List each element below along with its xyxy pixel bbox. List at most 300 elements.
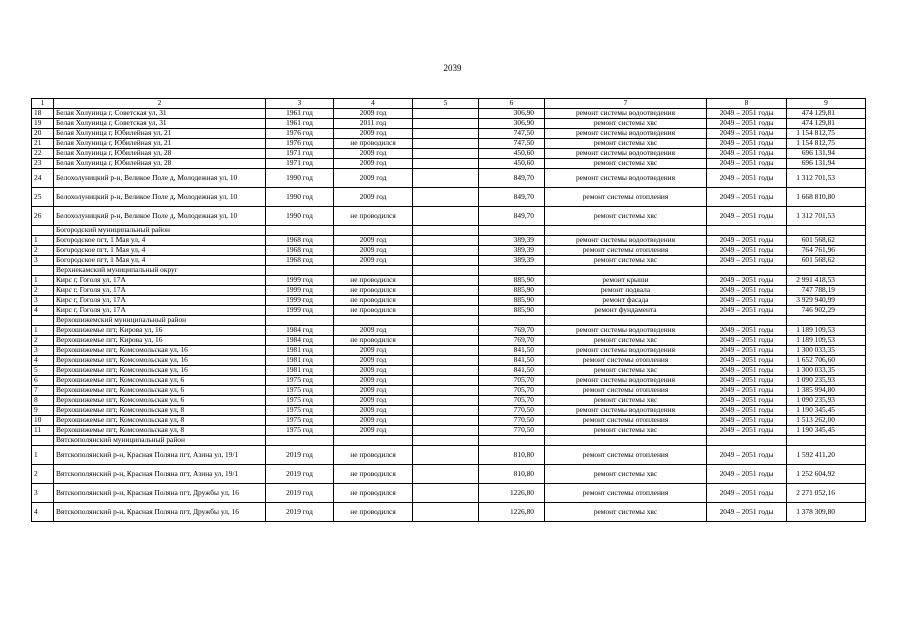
work-type-cell: ремонт системы хвс xyxy=(545,139,707,149)
col-5-cell xyxy=(413,465,479,484)
section-empty-cell xyxy=(413,316,479,326)
cost-cell: 1 189 109,53 xyxy=(787,336,866,346)
col-5-cell xyxy=(413,336,479,346)
address-cell: Белая Холуница г, Юбилейная ул, 28 xyxy=(54,159,266,169)
area-cell: 885,90 xyxy=(479,286,545,296)
table-row xyxy=(32,416,866,426)
area-cell: 770,50 xyxy=(479,406,545,416)
work-type-cell: ремонт системы водоотведения xyxy=(545,346,707,356)
row-number-cell: 1 xyxy=(32,276,54,286)
address-cell: Верхошижемье пгт, Комсомольская ул, 16 xyxy=(54,366,266,376)
last-repair-year-cell: 2009 год xyxy=(334,376,413,386)
work-type-cell: ремонт системы хвс xyxy=(545,119,707,129)
row-number-cell: 2 xyxy=(32,336,54,346)
period-cell: 2049 – 2051 годы xyxy=(707,236,787,246)
last-repair-year-cell: не проводился xyxy=(334,306,413,316)
work-type-cell: ремонт системы хвс xyxy=(545,366,707,376)
row-number-cell: 1 xyxy=(32,446,54,465)
col-5-cell xyxy=(413,376,479,386)
last-repair-year-cell: не проводился xyxy=(334,503,413,522)
build-year-cell: 1968 год xyxy=(266,246,334,256)
cost-cell: 1 154 812,75 xyxy=(787,129,866,139)
work-type-cell: ремонт системы водоотведения xyxy=(545,376,707,386)
last-repair-year-cell: не проводился xyxy=(334,286,413,296)
row-number-cell: 2 xyxy=(32,246,54,256)
table-row xyxy=(32,207,866,226)
cost-cell: 1 312 701,53 xyxy=(787,169,866,188)
col-5-cell xyxy=(413,188,479,207)
section-empty-cell xyxy=(707,266,787,276)
area-cell: 841,50 xyxy=(479,366,545,376)
table-row xyxy=(32,188,866,207)
section-empty-cell xyxy=(413,436,479,446)
col-5-cell xyxy=(413,129,479,139)
period-cell: 2049 – 2051 годы xyxy=(707,246,787,256)
address-cell: Белая Холуница г, Юбилейная ул, 28 xyxy=(54,149,266,159)
section-empty-cell xyxy=(787,316,866,326)
period-cell: 2049 – 2051 годы xyxy=(707,119,787,129)
table-row xyxy=(32,169,866,188)
build-year-cell: 1968 год xyxy=(266,236,334,246)
cost-cell: 3 929 940,99 xyxy=(787,296,866,306)
table-row xyxy=(32,465,866,484)
section-empty-cell xyxy=(479,316,545,326)
work-type-cell: ремонт системы отопления xyxy=(545,386,707,396)
row-number-cell: 5 xyxy=(32,366,54,376)
work-type-cell: ремонт системы хвс xyxy=(545,503,707,522)
section-title: Верхнекамский муниципальный округ xyxy=(54,266,266,276)
build-year-cell: 1975 год xyxy=(266,376,334,386)
table-row xyxy=(32,336,866,346)
build-year-cell: 1981 год xyxy=(266,346,334,356)
period-cell: 2049 – 2051 годы xyxy=(707,446,787,465)
build-year-cell: 1999 год xyxy=(266,296,334,306)
area-cell: 389,39 xyxy=(479,236,545,246)
row-number-cell: 25 xyxy=(32,188,54,207)
period-cell: 2049 – 2051 годы xyxy=(707,336,787,346)
work-type-cell: ремонт системы хвс xyxy=(545,207,707,226)
last-repair-year-cell: 2009 год xyxy=(334,386,413,396)
table-row xyxy=(32,149,866,159)
col-5-cell xyxy=(413,236,479,246)
col-5-cell xyxy=(413,159,479,169)
cost-cell: 1 090 235,93 xyxy=(787,376,866,386)
work-type-cell: ремонт системы водоотведения xyxy=(545,109,707,119)
area-cell: 747,50 xyxy=(479,129,545,139)
header-cell: 7 xyxy=(545,99,707,109)
address-cell: Верхошижемье пгт, Комсомольская ул, 8 xyxy=(54,416,266,426)
area-cell: 885,90 xyxy=(479,306,545,316)
row-number-cell: 21 xyxy=(32,139,54,149)
table-row xyxy=(32,326,866,336)
address-cell: Белая Холуница г, Юбилейная ул, 21 xyxy=(54,139,266,149)
section-empty-cell xyxy=(545,316,707,326)
table-row xyxy=(32,406,866,416)
build-year-cell: 1975 год xyxy=(266,416,334,426)
work-type-cell: ремонт системы отопления xyxy=(545,246,707,256)
address-cell: Богородское пгт, 1 Мая ул, 4 xyxy=(54,236,266,246)
address-cell: Белая Холуница г, Советская ул, 31 xyxy=(54,109,266,119)
table-row xyxy=(32,119,866,129)
cost-cell: 474 129,81 xyxy=(787,109,866,119)
last-repair-year-cell: 2009 год xyxy=(334,416,413,426)
section-empty-cell xyxy=(266,226,334,236)
col-5-cell xyxy=(413,366,479,376)
table-row xyxy=(32,276,866,286)
cost-cell: 1 190 345,45 xyxy=(787,426,866,436)
period-cell: 2049 – 2051 годы xyxy=(707,207,787,226)
cost-cell: 1 378 309,80 xyxy=(787,503,866,522)
col-5-cell xyxy=(413,256,479,266)
page-number: 2039 xyxy=(443,63,462,73)
work-type-cell: ремонт системы хвс xyxy=(545,426,707,436)
work-type-cell: ремонт системы отопления xyxy=(545,446,707,465)
period-cell: 2049 – 2051 годы xyxy=(707,465,787,484)
cost-cell: 1 592 411,20 xyxy=(787,446,866,465)
work-type-cell: ремонт фасада xyxy=(545,296,707,306)
last-repair-year-cell: не проводился xyxy=(334,336,413,346)
last-repair-year-cell: 2009 год xyxy=(334,326,413,336)
table-row xyxy=(32,286,866,296)
period-cell: 2049 – 2051 годы xyxy=(707,396,787,406)
build-year-cell: 1975 год xyxy=(266,396,334,406)
period-cell: 2049 – 2051 годы xyxy=(707,426,787,436)
area-cell: 450,60 xyxy=(479,159,545,169)
section-empty-cell xyxy=(479,226,545,236)
row-number-cell: 11 xyxy=(32,426,54,436)
cost-cell: 696 131,94 xyxy=(787,149,866,159)
work-type-cell: ремонт системы отопления xyxy=(545,356,707,366)
address-cell: Верхошижемье пгт, Кирова ул, 16 xyxy=(54,326,266,336)
build-year-cell: 1961 год xyxy=(266,119,334,129)
section-number-cell xyxy=(32,226,54,236)
build-year-cell: 1984 год xyxy=(266,336,334,346)
build-year-cell: 1976 год xyxy=(266,139,334,149)
table-row xyxy=(32,376,866,386)
area-cell: 770,50 xyxy=(479,416,545,426)
header-row xyxy=(32,99,866,109)
header-cell: 4 xyxy=(334,99,413,109)
header-cell: 1 xyxy=(32,99,54,109)
build-year-cell: 1975 год xyxy=(266,406,334,416)
cost-cell: 1 513 262,00 xyxy=(787,416,866,426)
row-number-cell: 4 xyxy=(32,503,54,522)
last-repair-year-cell: не проводился xyxy=(334,207,413,226)
work-type-cell: ремонт системы водоотведения xyxy=(545,236,707,246)
col-5-cell xyxy=(413,426,479,436)
row-number-cell: 4 xyxy=(32,356,54,366)
last-repair-year-cell: не проводился xyxy=(334,276,413,286)
section-number-cell xyxy=(32,266,54,276)
col-5-cell xyxy=(413,386,479,396)
header-cell: 9 xyxy=(787,99,866,109)
work-type-cell: ремонт системы отопления xyxy=(545,484,707,503)
cost-cell: 1 668 810,80 xyxy=(787,188,866,207)
row-number-cell: 20 xyxy=(32,129,54,139)
section-empty-cell xyxy=(479,266,545,276)
area-cell: 389,39 xyxy=(479,246,545,256)
period-cell: 2049 – 2051 годы xyxy=(707,306,787,316)
address-cell: Вятскополянский р-н, Красная Поляна пгт, Дружбы ул, 16 xyxy=(54,484,266,503)
cost-cell: 746 902,29 xyxy=(787,306,866,316)
area-cell: 885,90 xyxy=(479,276,545,286)
cost-cell: 1 252 604,92 xyxy=(787,465,866,484)
area-cell: 1226,80 xyxy=(479,484,545,503)
address-cell: Богородское пгт, 1 Мая ул, 4 xyxy=(54,256,266,266)
build-year-cell: 1999 год xyxy=(266,276,334,286)
cost-cell: 1 189 109,53 xyxy=(787,326,866,336)
col-5-cell xyxy=(413,286,479,296)
col-5-cell xyxy=(413,356,479,366)
cost-cell: 1 300 033,35 xyxy=(787,366,866,376)
last-repair-year-cell: 2009 год xyxy=(334,246,413,256)
period-cell: 2049 – 2051 годы xyxy=(707,139,787,149)
table-row xyxy=(32,139,866,149)
row-number-cell: 3 xyxy=(32,346,54,356)
header-cell: 6 xyxy=(479,99,545,109)
build-year-cell: 1968 год xyxy=(266,256,334,266)
build-year-cell: 1990 год xyxy=(266,207,334,226)
section-number-cell xyxy=(32,316,54,326)
table-row xyxy=(32,296,866,306)
address-cell: Кирс г, Гоголя ул, 17А xyxy=(54,276,266,286)
row-number-cell: 19 xyxy=(32,119,54,129)
col-5-cell xyxy=(413,207,479,226)
cost-cell: 474 129,81 xyxy=(787,119,866,129)
row-number-cell: 24 xyxy=(32,169,54,188)
row-number-cell: 7 xyxy=(32,386,54,396)
area-cell: 810,80 xyxy=(479,446,545,465)
row-number-cell: 3 xyxy=(32,256,54,266)
period-cell: 2049 – 2051 годы xyxy=(707,326,787,336)
table-row xyxy=(32,396,866,406)
area-cell: 705,70 xyxy=(479,386,545,396)
col-5-cell xyxy=(413,276,479,286)
last-repair-year-cell: не проводился xyxy=(334,446,413,465)
work-type-cell: ремонт подвала xyxy=(545,286,707,296)
last-repair-year-cell: не проводился xyxy=(334,465,413,484)
col-5-cell xyxy=(413,296,479,306)
table-row xyxy=(32,236,866,246)
area-cell: 769,70 xyxy=(479,336,545,346)
row-number-cell: 4 xyxy=(32,306,54,316)
address-cell: Белая Холуница г, Советская ул, 31 xyxy=(54,119,266,129)
build-year-cell: 1981 год xyxy=(266,356,334,366)
section-empty-cell xyxy=(787,436,866,446)
cost-cell: 764 761,96 xyxy=(787,246,866,256)
period-cell: 2049 – 2051 годы xyxy=(707,376,787,386)
row-number-cell: 6 xyxy=(32,376,54,386)
area-cell: 849,70 xyxy=(479,188,545,207)
table-row xyxy=(32,366,866,376)
row-number-cell: 10 xyxy=(32,416,54,426)
col-5-cell xyxy=(413,416,479,426)
build-year-cell: 2019 год xyxy=(266,503,334,522)
period-cell: 2049 – 2051 годы xyxy=(707,188,787,207)
cost-cell: 1 154 812,75 xyxy=(787,139,866,149)
table-row xyxy=(32,503,866,522)
period-cell: 2049 – 2051 годы xyxy=(707,356,787,366)
col-5-cell xyxy=(413,503,479,522)
header-cell: 3 xyxy=(266,99,334,109)
row-number-cell: 3 xyxy=(32,296,54,306)
repair-schedule-table xyxy=(31,98,866,522)
build-year-cell: 1984 год xyxy=(266,326,334,336)
table-row xyxy=(32,346,866,356)
section-row xyxy=(32,226,866,236)
period-cell: 2049 – 2051 годы xyxy=(707,406,787,416)
area-cell: 841,50 xyxy=(479,356,545,366)
last-repair-year-cell: 2009 год xyxy=(334,346,413,356)
area-cell: 705,70 xyxy=(479,396,545,406)
table-row xyxy=(32,246,866,256)
period-cell: 2049 – 2051 годы xyxy=(707,366,787,376)
section-title: Вятскополянский муниципальный район xyxy=(54,436,266,446)
row-number-cell: 23 xyxy=(32,159,54,169)
last-repair-year-cell: 2011 год xyxy=(334,119,413,129)
work-type-cell: ремонт системы водоотведения xyxy=(545,326,707,336)
section-empty-cell xyxy=(545,436,707,446)
build-year-cell: 2019 год xyxy=(266,446,334,465)
last-repair-year-cell: 2009 год xyxy=(334,426,413,436)
last-repair-year-cell: 2009 год xyxy=(334,256,413,266)
row-number-cell: 18 xyxy=(32,109,54,119)
header-cell: 5 xyxy=(413,99,479,109)
table-row xyxy=(32,484,866,503)
address-cell: Верхошижемье пгт, Кирова ул, 16 xyxy=(54,336,266,346)
row-number-cell: 1 xyxy=(32,326,54,336)
cost-cell: 1 300 033,35 xyxy=(787,346,866,356)
build-year-cell: 1999 год xyxy=(266,286,334,296)
cost-cell: 2 991 418,53 xyxy=(787,276,866,286)
cost-cell: 601 568,62 xyxy=(787,256,866,266)
row-number-cell: 2 xyxy=(32,465,54,484)
build-year-cell: 1981 год xyxy=(266,366,334,376)
area-cell: 849,70 xyxy=(479,207,545,226)
address-cell: Вятскополянский р-н, Красная Поляна пгт, Азина ул, 19/1 xyxy=(54,465,266,484)
table-row xyxy=(32,426,866,436)
col-5-cell xyxy=(413,346,479,356)
last-repair-year-cell: 2009 год xyxy=(334,149,413,159)
table-row xyxy=(32,109,866,119)
period-cell: 2049 – 2051 годы xyxy=(707,296,787,306)
cost-cell: 1 090 235,93 xyxy=(787,396,866,406)
build-year-cell: 1975 год xyxy=(266,386,334,396)
period-cell: 2049 – 2051 годы xyxy=(707,169,787,188)
section-empty-cell xyxy=(334,226,413,236)
last-repair-year-cell: не проводился xyxy=(334,296,413,306)
area-cell: 306,90 xyxy=(479,119,545,129)
address-cell: Кирс г, Гоголя ул, 17А xyxy=(54,286,266,296)
address-cell: Верхошижемье пгт, Комсомольская ул, 8 xyxy=(54,406,266,416)
period-cell: 2049 – 2051 годы xyxy=(707,484,787,503)
period-cell: 2049 – 2051 годы xyxy=(707,256,787,266)
address-cell: Кирс г, Гоголя ул, 17А xyxy=(54,306,266,316)
address-cell: Белохолуницкий р-н, Великое Поле д, Молодежная ул, 10 xyxy=(54,188,266,207)
period-cell: 2049 – 2051 годы xyxy=(707,346,787,356)
table-row xyxy=(32,356,866,366)
work-type-cell: ремонт системы водоотведения xyxy=(545,129,707,139)
period-cell: 2049 – 2051 годы xyxy=(707,276,787,286)
work-type-cell: ремонт системы хвс xyxy=(545,159,707,169)
build-year-cell: 1961 год xyxy=(266,109,334,119)
last-repair-year-cell: 2009 год xyxy=(334,159,413,169)
work-type-cell: ремонт системы водоотведения xyxy=(545,406,707,416)
row-number-cell: 26 xyxy=(32,207,54,226)
cost-cell: 1 312 701,53 xyxy=(787,207,866,226)
row-number-cell: 1 xyxy=(32,236,54,246)
work-type-cell: ремонт системы хвс xyxy=(545,256,707,266)
period-cell: 2049 – 2051 годы xyxy=(707,386,787,396)
work-type-cell: ремонт системы хвс xyxy=(545,465,707,484)
period-cell: 2049 – 2051 годы xyxy=(707,129,787,139)
section-row xyxy=(32,316,866,326)
build-year-cell: 1999 год xyxy=(266,306,334,316)
row-number-cell: 8 xyxy=(32,396,54,406)
col-5-cell xyxy=(413,139,479,149)
address-cell: Верхошижемье пгт, Комсомольская ул, 6 xyxy=(54,376,266,386)
section-row xyxy=(32,436,866,446)
section-empty-cell xyxy=(413,226,479,236)
col-5-cell xyxy=(413,169,479,188)
last-repair-year-cell: 2009 год xyxy=(334,356,413,366)
address-cell: Вятскополянский р-н, Красная Поляна пгт, Дружбы ул, 16 xyxy=(54,503,266,522)
section-empty-cell xyxy=(787,226,866,236)
col-5-cell xyxy=(413,149,479,159)
work-type-cell: ремонт фундамента xyxy=(545,306,707,316)
section-empty-cell xyxy=(707,436,787,446)
col-5-cell xyxy=(413,109,479,119)
table-row xyxy=(32,159,866,169)
last-repair-year-cell: 2009 год xyxy=(334,169,413,188)
cost-cell: 747 788,19 xyxy=(787,286,866,296)
section-empty-cell xyxy=(707,226,787,236)
col-5-cell xyxy=(413,306,479,316)
build-year-cell: 2019 год xyxy=(266,484,334,503)
period-cell: 2049 – 2051 годы xyxy=(707,159,787,169)
col-5-cell xyxy=(413,396,479,406)
last-repair-year-cell: 2009 год xyxy=(334,366,413,376)
cost-cell: 601 568,62 xyxy=(787,236,866,246)
address-cell: Белая Холуница г, Юбилейная ул, 21 xyxy=(54,129,266,139)
section-empty-cell xyxy=(787,266,866,276)
row-number-cell: 2 xyxy=(32,286,54,296)
area-cell: 747,50 xyxy=(479,139,545,149)
build-year-cell: 2019 год xyxy=(266,465,334,484)
area-cell: 810,80 xyxy=(479,465,545,484)
section-empty-cell xyxy=(266,436,334,446)
row-number-cell: 3 xyxy=(32,484,54,503)
area-cell: 841,50 xyxy=(479,346,545,356)
header-cell: 8 xyxy=(707,99,787,109)
col-5-cell xyxy=(413,246,479,256)
last-repair-year-cell: 2009 год xyxy=(334,188,413,207)
area-cell: 306,90 xyxy=(479,109,545,119)
address-cell: Верхошижемье пгт, Комсомольская ул, 6 xyxy=(54,386,266,396)
last-repair-year-cell: не проводился xyxy=(334,139,413,149)
period-cell: 2049 – 2051 годы xyxy=(707,109,787,119)
period-cell: 2049 – 2051 годы xyxy=(707,416,787,426)
build-year-cell: 1976 год xyxy=(266,129,334,139)
section-empty-cell xyxy=(334,316,413,326)
cost-cell: 2 271 052,16 xyxy=(787,484,866,503)
cost-cell: 696 131,94 xyxy=(787,159,866,169)
table-row xyxy=(32,256,866,266)
last-repair-year-cell: 2009 год xyxy=(334,236,413,246)
col-5-cell xyxy=(413,326,479,336)
period-cell: 2049 – 2051 годы xyxy=(707,286,787,296)
last-repair-year-cell: 2009 год xyxy=(334,396,413,406)
